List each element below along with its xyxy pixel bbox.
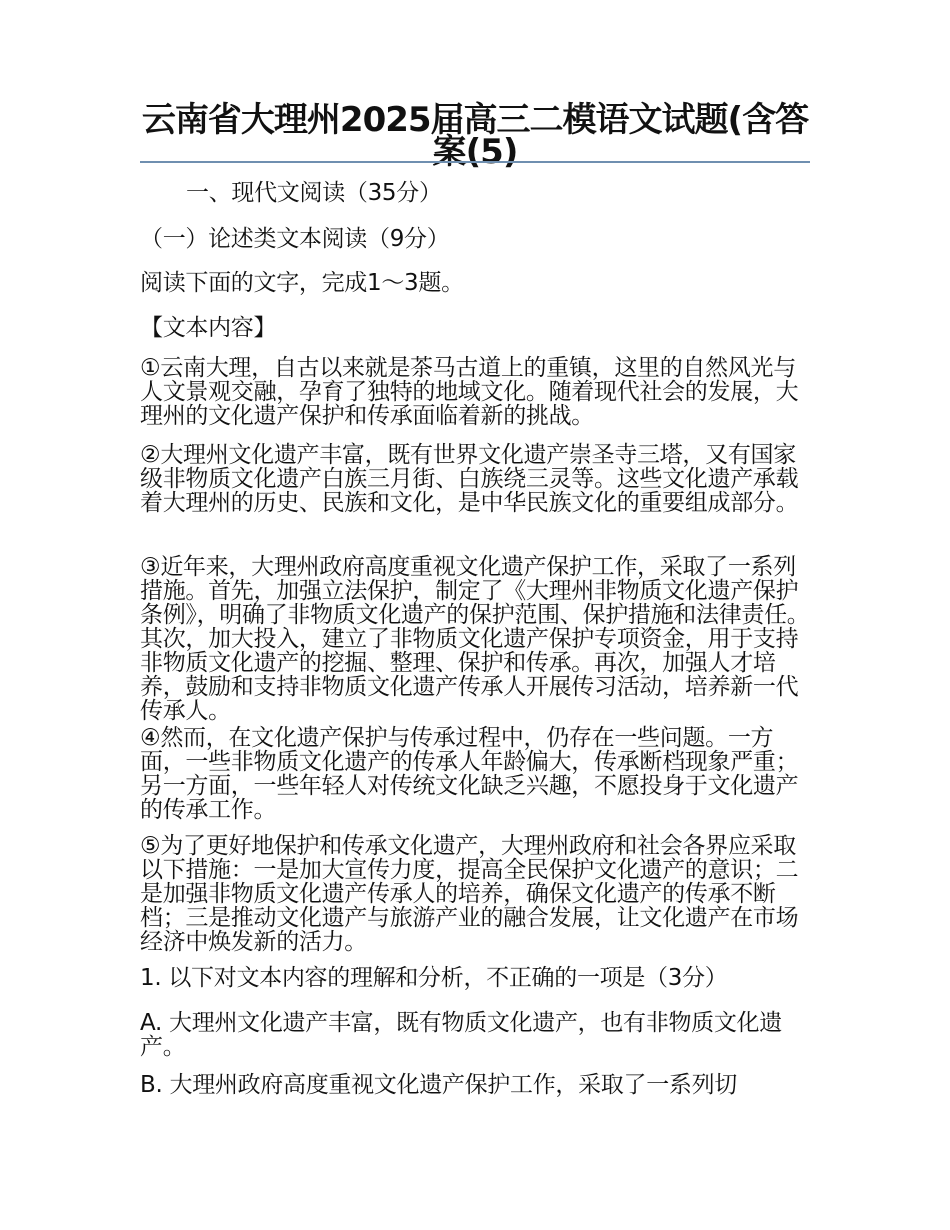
reading-instruction: 阅读下面的文字，完成1～3题。 <box>140 270 464 296</box>
document-title: 云南省大理州2025届高三二模语文试题(含答案(5) <box>141 100 809 172</box>
title-divider <box>140 161 810 163</box>
paragraph-3: ③近年来，大理州政府高度重视文化遗产保护工作，采取了一系列措施。首先，加强立法保护，制定了《大理州非物质文化遗产保护条例》，明确了非物质文化遗产的保护范围、保护措施和法律责任。其次，加大投入，建立了非物质文化遗产保护专项资金，用于支持非物质文化遗产的挖掘、整理、保护和传承。再次，加强人才培养，鼓励和支持非物质文化遗产传承人开展传习活动，培养新一代传承人。 <box>140 554 810 724</box>
paragraph-4: ④然而，在文化遗产保护与传承过程中，仍存在一些问题。一方面，一些非物质文化遗产的传承人年龄偏大，传承断档现象严重；另一方面，一些年轻人对传统文化缺乏兴趣，不愿投身于文化遗产的传承工作。 <box>140 725 799 823</box>
question-1: 1. 以下对文本内容的理解和分析，不正确的一项是（3分） <box>140 965 728 991</box>
question-1-option-a: A. 大理州文化遗产丰富，既有物质文化遗产，也有非物质文化遗产。 <box>140 1010 782 1060</box>
paragraph-2: ②大理州文化遗产丰富，既有世界文化遗产崇圣寺三塔，又有国家级非物质文化遗产白族三月街、白族绕三灵等。这些文化遗产承载着大理州的历史、民族和文化，是中华民族文化的重要组成部分。 <box>140 442 799 516</box>
paragraph-5: ⑤为了更好地保护和传承文化遗产，大理州政府和社会各界应采取以下措施：一是加大宣传力度，提高全民保护文化遗产的意识；二是加强非物质文化遗产传承人的培养，确保文化遗产的传承不断档；三是推动文化遗产与旅游产业的融合发展，让文化遗产在市场经济中焕发新的活力。 <box>140 833 799 955</box>
paragraph-1: ①云南大理，自古以来就是茶马古道上的重镇，这里的自然风光与人文景观交融，孕育了独特的地域文化。随着现代社会的发展，大理州的文化遗产保护和传承面临着新的挑战。 <box>140 355 799 429</box>
question-1-option-b: B. 大理州政府高度重视文化遗产保护工作，采取了一系列切 <box>140 1072 738 1098</box>
text-content-label: 【文本内容】 <box>140 315 277 341</box>
section-heading: 一、现代文阅读（35分） <box>186 180 442 206</box>
subsection-heading: （一）论述类文本阅读（9分） <box>140 226 450 252</box>
